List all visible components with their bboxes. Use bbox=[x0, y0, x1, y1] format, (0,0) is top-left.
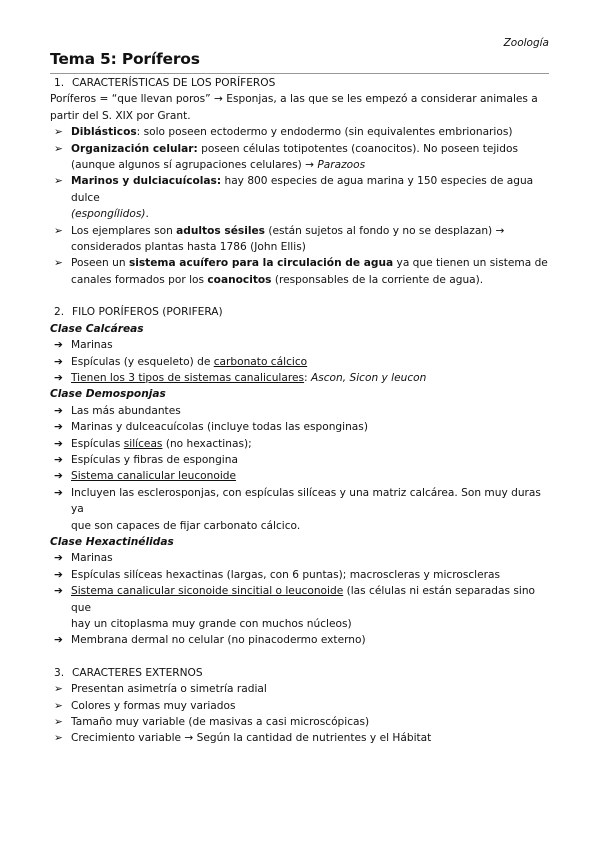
arrowhead-bullet-icon: ➢ bbox=[54, 683, 63, 696]
list-item: ➔ Sistema canalicular leuconoide bbox=[50, 468, 550, 484]
title-divider bbox=[50, 73, 549, 74]
list-item: ➢ Presentan asimetría o simetría radial bbox=[50, 681, 550, 697]
arrow-bullet-icon: ➔ bbox=[54, 486, 63, 499]
section-1-intro: Poríferos = “que llevan poros” → Esponjas, a las que se les empezó a considerar animales a partir del S. XIX por Grant. bbox=[50, 93, 538, 122]
list-item: ➔ Espículas silíceas hexactinas (largas, con 6 puntas); macroscleras y microscleras bbox=[50, 567, 550, 583]
list-item: ➔ Incluyen las esclerosponjas, con espículas silíceas y una matriz calcárea. Son muy duras ya que son capaces de fijar carbonato cálcico. bbox=[54, 486, 541, 532]
arrow-bullet-icon: ➔ bbox=[54, 552, 63, 565]
list-item: ➔ Las más abundantes bbox=[50, 403, 550, 419]
arrowhead-bullet-icon: ➢ bbox=[54, 716, 63, 729]
list-item: ➢ Diblásticos: solo poseen ectodermo y endodermo (sin equivalentes embrionarios) bbox=[50, 124, 550, 140]
list-item: ➔ Marinas y dulceacuícolas (incluye todas las esponginas) bbox=[50, 419, 550, 435]
arrow-bullet-icon: ➔ bbox=[54, 355, 63, 368]
section-2-heading: 2. FILO PORÍFEROS (PORIFERA) bbox=[54, 306, 223, 319]
arrow-bullet-icon: ➔ bbox=[54, 339, 63, 352]
class-heading-calcareas: Clase Calcáreas bbox=[50, 322, 144, 335]
list-item: ➢ Crecimiento variable → Según la cantidad de nutrientes y el Hábitat bbox=[50, 730, 550, 746]
section-3-list bbox=[50, 681, 550, 747]
arrowhead-bullet-icon: ➢ bbox=[54, 257, 63, 270]
list-item: ➢ Los ejemplares son adultos sésiles (están sujetos al fondo y no se desplazan) → considerados plantas hasta 1786 (John Ellis) bbox=[54, 224, 505, 254]
page-title: Tema 5: Poríferos bbox=[50, 50, 200, 68]
arrow-bullet-icon: ➔ bbox=[54, 634, 63, 647]
list-item: ➔ Sistema canalicular siconoide sincitial o leuconoide (las células ni están separadas sino que hay un citoplasma muy grande con muchos núcleos) bbox=[54, 585, 536, 630]
section-1-list bbox=[50, 124, 550, 288]
list-item: ➢ Colores y formas muy variados bbox=[50, 698, 550, 714]
arrowhead-bullet-icon: ➢ bbox=[54, 732, 63, 745]
document-body bbox=[50, 75, 550, 747]
list-item: ➢ Poseen un sistema acuífero para la circulación de agua ya que tienen un sistema de canales formados por los coanocitos (responsables de la corriente de agua). bbox=[54, 257, 548, 286]
arrow-bullet-icon: ➔ bbox=[54, 453, 63, 466]
list-item: ➢ Marinos y dulciacuícolas: hay 800 especies de agua marina y 150 especies de agua dulce (espongílidos). bbox=[54, 175, 534, 221]
class-heading-hexactinelidas: Clase Hexactinélidas bbox=[50, 535, 174, 548]
list-item: ➔ Marinas bbox=[50, 550, 550, 566]
arrowhead-bullet-icon: ➢ bbox=[54, 126, 63, 139]
arrow-bullet-icon: ➔ bbox=[54, 404, 63, 417]
calcareas-list bbox=[50, 337, 550, 386]
arrowhead-bullet-icon: ➢ bbox=[54, 699, 63, 712]
arrow-bullet-icon: ➔ bbox=[54, 437, 63, 450]
arrow-bullet-icon: ➔ bbox=[54, 421, 63, 434]
list-item: ➔ Marinas bbox=[50, 337, 550, 353]
section-3-heading: 3. CARACTERES EXTERNOS bbox=[54, 666, 203, 679]
list-item: ➔ Espículas (y esqueleto) de carbonato cálcico bbox=[50, 354, 550, 370]
section-1-heading: 1. CARACTERÍSTICAS DE LOS PORÍFEROS bbox=[54, 77, 276, 89]
arrowhead-bullet-icon: ➢ bbox=[54, 224, 63, 237]
list-item: ➔ Espículas silíceas (no hexactinas); bbox=[50, 436, 550, 452]
arrow-bullet-icon: ➔ bbox=[54, 371, 63, 384]
class-heading-demosponjas: Clase Demosponjas bbox=[50, 388, 166, 401]
list-item: ➢ Tamaño muy variable (de masivas a casi microscópicas) bbox=[50, 714, 550, 730]
hexactinelidas-list bbox=[50, 550, 550, 648]
arrowhead-bullet-icon: ➢ bbox=[54, 175, 63, 188]
list-item: ➔ Tienen los 3 tipos de sistemas canaliculares: Ascon, Sicon y leucon bbox=[50, 370, 550, 386]
arrow-bullet-icon: ➔ bbox=[54, 470, 63, 483]
subject-label: Zoología bbox=[503, 37, 549, 49]
list-item: ➔ Espículas y fibras de espongina bbox=[50, 452, 550, 468]
arrow-bullet-icon: ➔ bbox=[54, 585, 63, 598]
list-item: ➔ Membrana dermal no celular (no pinacodermo externo) bbox=[50, 632, 550, 648]
arrowhead-bullet-icon: ➢ bbox=[54, 142, 63, 155]
demosponjas-list bbox=[50, 403, 550, 534]
list-item: ➢ Organización celular: poseen células totipotentes (coanocitos). No poseen tejidos (aunque algunos sí agrupaciones celulares) → Parazoos bbox=[54, 142, 518, 172]
arrow-bullet-icon: ➔ bbox=[54, 568, 63, 581]
